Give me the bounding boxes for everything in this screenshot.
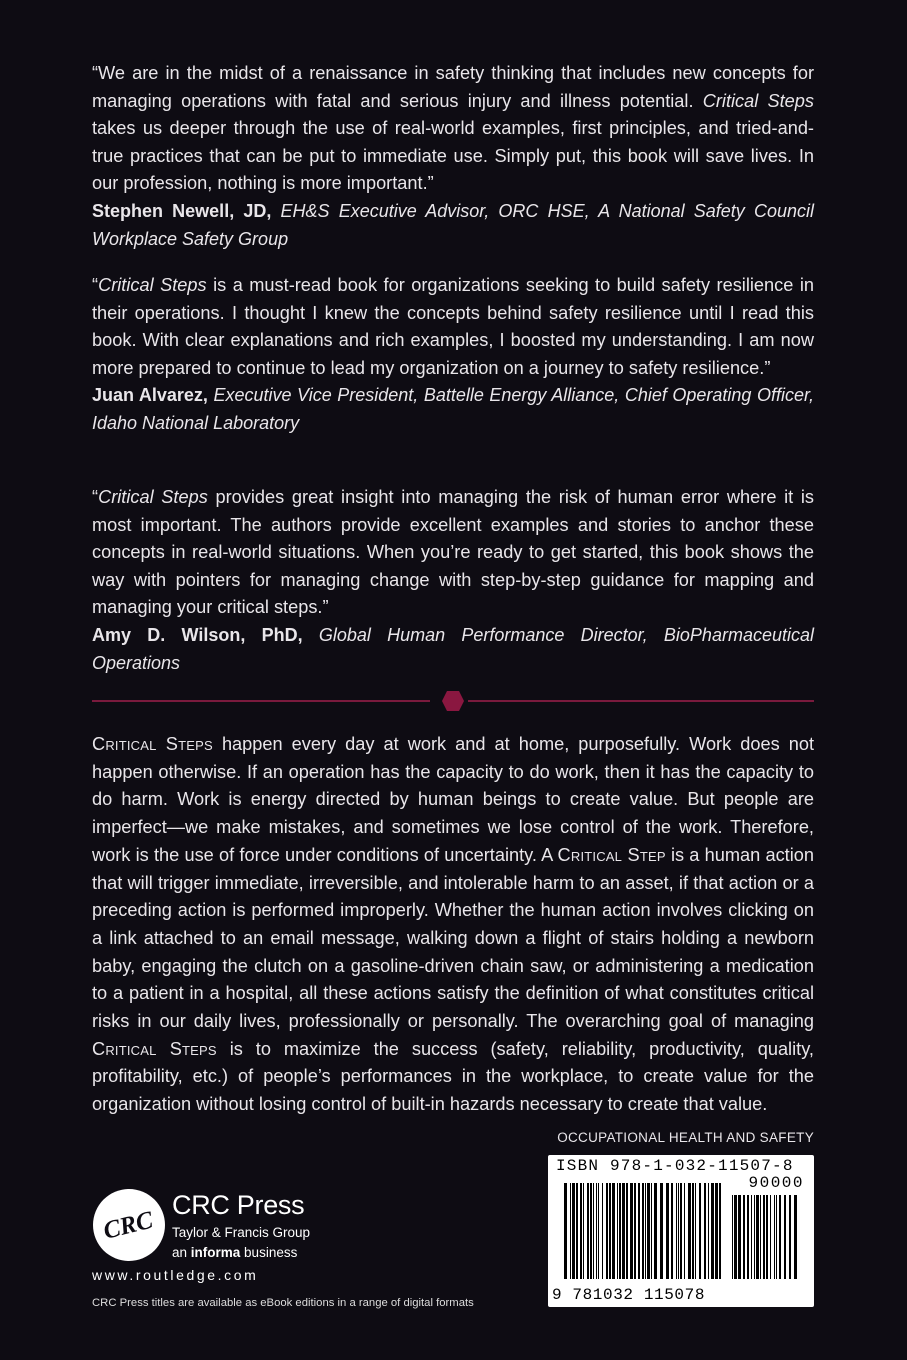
hexagon-ornament-icon [441,690,465,712]
barcode-bar [666,1183,669,1279]
endorsement-quote-2 [92,272,814,438]
barcode-bar [704,1183,706,1279]
ebook-note: CRC Press titles are available as eBook editions in a range of digital formats [92,1297,474,1309]
quote-attribution [92,385,814,433]
barcode-bar [734,1195,737,1279]
quote-text: takes us deeper through the use of real-world examples, first principles, and tried-and-true practices that can be put to immediate use. Simply put, this book will save lives. In our profession, nothing is more important.” [92,118,814,194]
quote-author: Stephen Newell, JD, [92,200,272,221]
barcode-bar [789,1195,791,1279]
barcode-bar [638,1183,640,1279]
quote-text: “ [92,275,99,295]
endorsement-quote-1 [92,60,814,253]
barcode-bar [570,1183,571,1279]
barcode-bar [642,1183,644,1279]
barcode-bar [645,1183,646,1279]
barcode-bar [647,1183,650,1279]
isbn-barcode [548,1155,814,1307]
quote-text: provides great insight into managing the risk of human error where it is most important. The authors provide excellent examples and stories to anchor these concepts in real-world situations. When you’re ready to get started, this book shows the way with pointers for managing change with step-by-step guidance for mapping and managing your critical steps.” [92,487,815,618]
isbn-text: ISBN 978-1-032-11507-8 [556,1157,794,1175]
quote-affiliation: EH&S Executive Advisor, ORC HSE, A National Safety Council Workplace Safety Group [92,200,814,249]
publisher-parent-pre: an [172,1245,191,1260]
barcode-bar [715,1183,718,1279]
barcode-bar [779,1195,781,1279]
barcode-bar [732,1195,733,1279]
barcode-bar [590,1183,592,1279]
quote-text: “We are in the midst of a renaissance in safety thinking that includes new concepts for managing operations with fatal and serious injury and illness potential. [92,63,814,111]
barcode-bar [751,1195,752,1279]
term-critical-steps: Critical Steps [92,734,213,754]
publisher-parent-brand: informa [190,1245,241,1260]
barcode-bar [794,1195,797,1279]
subject-category: OCCUPATIONAL HEALTH AND SAFETY [557,1130,814,1145]
barcode-bar [606,1183,608,1279]
barcode-bar [678,1183,679,1279]
term-critical-steps: Critical Steps [92,1038,217,1059]
quote-text: is a must-read book for organizations seeking to build safety resilience in their operations. I thought I knew the concepts behind safety resilience until I read this book. With clear explanations and rich examples, I boosted my understanding. I am now more prepared to continue to lead my organization on a journey to safety resilience.” [92,275,814,378]
barcode-bar [699,1183,701,1279]
quote-author: Amy D. Wilson, PhD, [92,624,303,645]
barcode-bar [564,1183,567,1279]
barcode-bar [660,1183,663,1279]
barcode-bar [654,1183,657,1279]
endorsement-quote-3 [92,484,814,677]
barcode-bar [617,1183,618,1279]
price-code: 90000 [748,1174,804,1192]
book-description [92,731,814,1119]
description-text: happen every day at work and at home, purposefully. Work does not happen otherwise. If an operation has the capacity to do work, then it has the capacity to do harm. Work is energy directed by human beings to create value. But people are imperfect—we make mistakes, and sometimes we lose control of the work. Therefore, work is the use of force under conditions of uncertainty. A [92,734,814,865]
barcode-bar [612,1183,615,1279]
barcode-bar [688,1183,691,1279]
quote-affiliation: Executive Vice President, Battelle Energy Alliance, Chief Operating Officer, Idaho National Laboratory [92,385,814,433]
barcode-bar [572,1183,575,1279]
quote-attribution [92,201,814,249]
publisher-url[interactable]: www.routledge.com [92,1267,259,1283]
barcode-bar [756,1195,759,1279]
term-critical-step: Critical Step [557,844,666,865]
crc-logo-icon [92,1188,166,1262]
barcode-bar [580,1183,582,1279]
barcode-bar [626,1183,628,1279]
barcode-bar [747,1195,749,1279]
divider-line-left [92,700,430,702]
quote-affiliation: Global Human Performance Director, BioPharmaceutical Operations [92,624,814,673]
barcode-bar [784,1195,786,1279]
barcode-bar [602,1183,603,1279]
description-text: is a human action that will trigger immediate, irreversible, and intolerable harm to an asset, if that action or a preceding action is performed improperly. Whether the human action involves clicking on a link attached to an email message, walking down a flight of stairs holding a newborn baby, engaging the clutch on a gasoline-driven chain saw, or administering a medication to a patient in a hospital, all these actions satisfy the definition of what constitutes critical risks in our daily lives, professionally or personally. The overarching goal of managing [92,844,814,1032]
barcode-bar [708,1183,709,1279]
divider-line-right [468,700,814,702]
description-text: is to maximize the success (safety, reliability, productivity, quality, profitability, etc.) of people’s performances in the workplace, to create value for the organization without losing control of built-in hazards necessary to create that value. [92,1038,814,1115]
quote-text: “ [92,487,99,507]
crc-logo-text: CRC [100,1206,156,1245]
publisher-name: CRC Press [172,1190,305,1220]
quote-attribution [92,625,814,673]
barcode-bar [760,1195,761,1279]
barcode-bar [754,1195,755,1279]
barcode-bar [598,1183,599,1279]
barcode-bar [684,1183,685,1279]
barcode-bar [676,1183,677,1279]
barcode-bar [583,1183,584,1279]
barcode-bar [596,1183,597,1279]
barcode-bar [776,1195,777,1279]
barcode-bar [634,1183,636,1279]
barcode-bar [587,1183,589,1279]
barcode-addon-icon [732,1195,798,1279]
barcode-bar [738,1195,741,1279]
barcode-bar [609,1183,611,1279]
publisher-parent [172,1245,297,1260]
barcode-bar [671,1183,673,1279]
barcode-bar [743,1195,745,1279]
barcode-bar [622,1183,625,1279]
barcode-bar [619,1183,621,1279]
barcode-bar [766,1195,768,1279]
publisher-parent-post: business [240,1245,298,1260]
barcode-icon [564,1183,722,1279]
barcode-bar [763,1195,765,1279]
barcode-bar [719,1183,721,1279]
barcode-bar [593,1183,594,1279]
section-divider [92,689,814,713]
publisher-group: Taylor & Francis Group [172,1225,311,1240]
barcode-bar [711,1183,714,1279]
quote-book-title: Critical Steps [98,487,208,507]
barcode-bar [680,1183,682,1279]
barcode-bar [576,1183,578,1279]
barcode-bar [630,1183,633,1279]
barcode-bar [774,1195,775,1279]
barcode-digits: 9 781032 115078 [552,1286,706,1304]
quote-author: Juan Alvarez, [92,385,208,406]
barcode-bar [770,1195,771,1279]
barcode-bar [651,1183,652,1279]
barcode-bar [695,1183,696,1279]
barcode-bar [692,1183,694,1279]
quote-book-title: Critical Steps [702,90,815,111]
quote-book-title: Critical Steps [98,275,207,295]
